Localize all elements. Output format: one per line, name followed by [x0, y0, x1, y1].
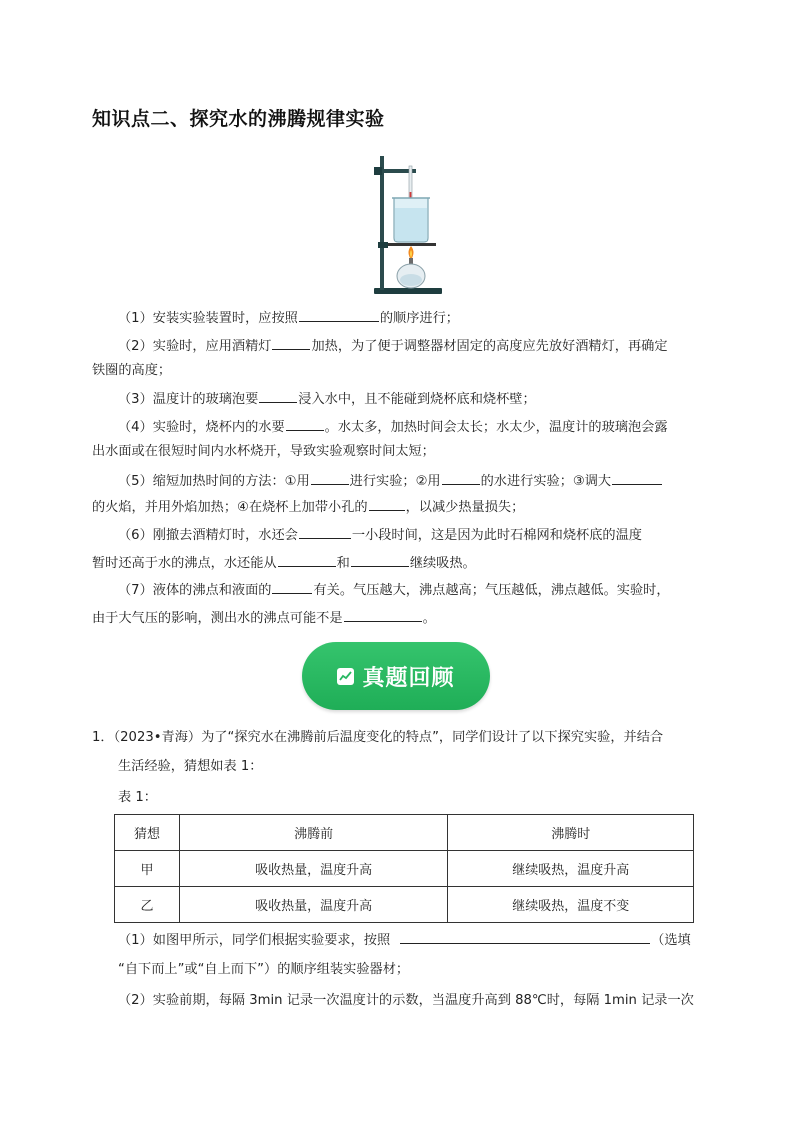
item-7-blank-1[interactable] [272, 580, 312, 594]
item-4-cont: 出水面或在很短时间内水杯烧开，导致实验观察时间太短； [92, 444, 435, 459]
item-4-text-a: （4）实验时，烧杯内的水要 [118, 420, 285, 435]
sub-question-2: （2）实验前期，每隔 3min 记录一次温度计的示数，当温度升高到 88℃时，每隔 1min 记录一次 [118, 993, 694, 1008]
item-4-text-b: 。水太多，加热时间会太长；水太少，温度计的玻璃泡会露 [324, 420, 668, 435]
item-5 [118, 471, 663, 491]
sub-question-1-cont: “自下而上”或“自上而下”）的顺序组装实验器材； [118, 962, 410, 977]
item-6-text-c: 暂时还高于水的沸点，水还能从 [92, 556, 277, 571]
item-7-text-b: 有关。气压越大，沸点越高；气压越低，沸点越低。实验时， [313, 583, 670, 598]
item-2-blank[interactable] [272, 336, 310, 350]
banner-title: 真题回顾 [362, 665, 455, 691]
table-cell: 继续吸热，温度升高 [448, 851, 694, 887]
table-header: 猜想 [115, 815, 180, 851]
table-header: 沸腾前 [179, 815, 448, 851]
table-cell: 吸收热量，温度升高 [179, 887, 448, 923]
item-3 [118, 389, 536, 409]
table-header: 沸腾时 [448, 815, 694, 851]
item-6-blank-2[interactable] [278, 553, 336, 567]
item-6-text-b: 一小段时间，这是因为此时石棉网和烧杯底的温度 [351, 528, 642, 543]
item-1-text-a: （1）安装实验装置时，应按照 [118, 311, 298, 326]
question-1-stem: 1．（2023•青海）为了“探究水在沸腾前后温度变化的特点”，同学们设计了以下探究实验，并结合 [92, 730, 664, 745]
item-7-cont [92, 608, 436, 628]
item-2 [118, 336, 668, 356]
item-5-blank-3[interactable] [612, 471, 662, 485]
table-row [115, 887, 694, 923]
item-6-blank-3[interactable] [351, 553, 409, 567]
item-2-text-b: 加热，为了便于调整器材固定的高度应先放好酒精灯，再确定 [311, 339, 668, 354]
item-5-cont [92, 497, 524, 517]
sub-question-1-text-b: （选填 [651, 933, 691, 948]
item-5-text-a: （5）缩短加热时间的方法：①用 [118, 474, 310, 489]
item-7-text-a: （7）液体的沸点和液面的 [118, 583, 272, 598]
item-5-text-c: 的水进行实验；③调大 [480, 474, 612, 489]
item-3-text-b: 浸入水中，且不能碰到烧杯底和烧杯壁； [298, 392, 536, 407]
item-4 [118, 417, 668, 437]
item-3-text-a: （3）温度计的玻璃泡要 [118, 392, 259, 407]
item-6-blank-1[interactable] [299, 525, 351, 539]
item-5-blank-1[interactable] [311, 471, 349, 485]
table-cell: 乙 [115, 887, 180, 923]
item-6-text-d: 和 [336, 556, 350, 571]
item-1-text-b: 的顺序进行； [379, 311, 459, 326]
item-5-text-d: 的火焰，并用外焰加热；④在烧杯上加带小孔的 [92, 500, 368, 515]
table-row [115, 851, 694, 887]
item-1-blank[interactable] [299, 308, 379, 322]
table-cell: 吸收热量，温度升高 [179, 851, 448, 887]
item-2-text-a: （2）实验时，应用酒精灯 [118, 339, 272, 354]
item-2-cont: 铁圈的高度； [92, 363, 172, 378]
boiling-apparatus-illustration [370, 152, 448, 298]
sub-question-1-text-a: （1）如图甲所示，同学们根据实验要求，按照 [118, 933, 391, 948]
item-6-text-e: 继续吸热。 [409, 556, 476, 571]
item-7 [118, 580, 670, 600]
item-5-blank-2[interactable] [442, 471, 480, 485]
review-banner [302, 642, 490, 710]
guess-table [114, 814, 694, 923]
item-3-blank[interactable] [259, 389, 297, 403]
table-header-row [115, 815, 694, 851]
table-cell: 继续吸热，温度不变 [448, 887, 694, 923]
sub-question-1-blank[interactable] [400, 930, 650, 944]
question-1-stem-cont: 生活经验，猜想如表 1： [118, 759, 263, 774]
item-1 [118, 308, 459, 328]
item-6 [118, 525, 642, 545]
table-cell: 甲 [115, 851, 180, 887]
item-7-text-c: 由于大气压的影响，测出水的沸点可能不是 [92, 611, 343, 626]
sub-question-1 [118, 930, 691, 950]
item-6-text-a: （6）刚撤去酒精灯时，水还会 [118, 528, 298, 543]
section-title: 知识点二、探究水的沸腾规律实验 [92, 108, 385, 130]
item-4-blank[interactable] [286, 417, 324, 431]
item-6-cont [92, 553, 476, 573]
chart-icon [337, 668, 354, 685]
item-7-text-d: 。 [422, 611, 436, 626]
table-label: 表 1： [118, 790, 157, 805]
item-5-text-b: 进行实验；②用 [349, 474, 441, 489]
item-5-text-e: ，以减少热量损失； [405, 500, 525, 515]
item-5-blank-4[interactable] [369, 497, 405, 511]
item-7-blank-2[interactable] [344, 608, 422, 622]
